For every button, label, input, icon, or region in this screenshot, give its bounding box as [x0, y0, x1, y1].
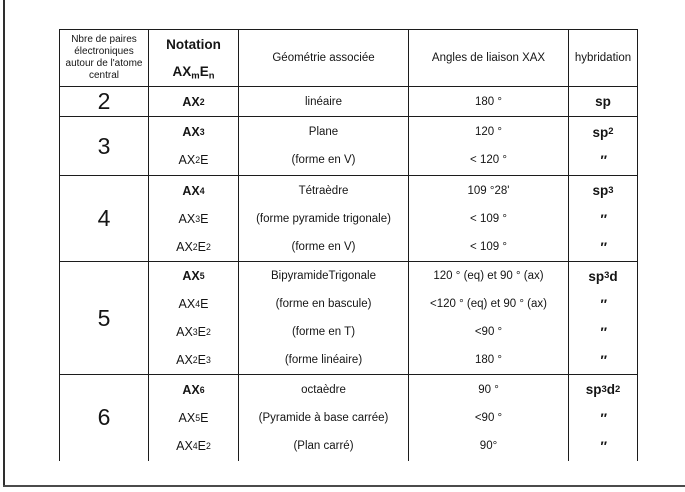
header-geometry — [239, 30, 409, 87]
pairs-count: 2 — [97, 88, 111, 114]
angle-value: 109 °28' — [467, 184, 510, 197]
hybridization-value: ″ — [599, 238, 607, 255]
geometry-value: (Plan carré) — [293, 439, 354, 452]
angles-cell — [409, 176, 569, 262]
notation-value: AX 3 E 2 — [176, 325, 211, 339]
angle-value: 180 ° — [475, 354, 502, 366]
table-group-row — [60, 176, 638, 262]
notation-value: AX 2 E 2 — [176, 239, 211, 254]
angle-value: <90 ° — [474, 411, 503, 424]
hybridization-value: ″ — [599, 324, 607, 340]
pairs-count: 6 — [97, 404, 111, 431]
table-group-row — [60, 375, 638, 461]
hybridization-value: sp 3 d 2 — [585, 382, 621, 398]
vsepr-table — [59, 29, 638, 461]
angles-cell — [409, 262, 569, 375]
notation-value: AX 2 E 3 — [176, 353, 211, 367]
pairs-count-cell — [60, 87, 149, 117]
angle-value: < 120 ° — [470, 154, 507, 166]
notation-value: AX 2 E — [178, 153, 209, 167]
geometry-cell — [239, 87, 409, 117]
table-group-row — [60, 117, 638, 176]
table-header — [60, 30, 638, 87]
angle-value: 120 ° (eq) et 90 ° (ax) — [433, 270, 544, 282]
hybridization-cell — [569, 176, 638, 262]
geometry-cell — [239, 176, 409, 262]
geometry-value: Plane — [308, 126, 339, 138]
notation-value: AX 6 — [182, 382, 205, 397]
geometry-value: (forme en V) — [291, 240, 356, 253]
pairs-count-cell — [60, 176, 149, 262]
geometry-value: (forme linéaire) — [284, 354, 363, 366]
header-pairs-count-label: Nbre de paires électroniques autour de l'atome central — [65, 34, 143, 81]
pairs-count: 3 — [97, 132, 111, 159]
hybridization-value: ″ — [599, 437, 607, 454]
header-notation — [149, 30, 239, 87]
pairs-count-cell — [60, 262, 149, 375]
hybridization-value: ″ — [599, 152, 607, 168]
notation-cell — [149, 117, 239, 176]
hybridization-value: ″ — [599, 352, 607, 368]
pairs-count: 4 — [97, 205, 111, 231]
notation-value: AX 4 E — [178, 297, 209, 311]
hybridization-cell — [569, 375, 638, 461]
notation-cell — [149, 262, 239, 375]
table-group-row — [60, 262, 638, 375]
angle-value: <90 ° — [474, 326, 503, 338]
table-group-row — [60, 87, 638, 117]
angle-value: 180 ° — [475, 95, 502, 108]
hybridization-value: ″ — [599, 296, 607, 312]
hybridization-cell — [569, 262, 638, 375]
header-hybridization — [569, 30, 638, 87]
header-hybridization-label: hybridation — [574, 52, 632, 64]
header-angles-label: Angles de liaison XAX — [431, 52, 546, 64]
geometry-value: BipyramideTrigonale — [270, 270, 377, 282]
notation-cell — [149, 87, 239, 117]
geometry-cell — [239, 262, 409, 375]
table-body — [60, 87, 638, 461]
geometry-value: (forme en bascule) — [275, 298, 372, 310]
notation-value: AX 4 — [182, 183, 205, 198]
geometry-value: (forme en V) — [291, 154, 356, 166]
pairs-count-cell — [60, 375, 149, 461]
notation-value: AX 4 E 2 — [176, 438, 211, 453]
header-angles — [409, 30, 569, 87]
hybridization-value: ″ — [599, 409, 607, 426]
hybridization-value: sp 3 — [592, 183, 614, 198]
notation-value: AX 5 — [182, 269, 205, 283]
notation-value: AX 5 E — [178, 410, 209, 425]
notation-cell — [149, 176, 239, 262]
header-notation-formula: $AX_mE_n$ — [172, 64, 215, 82]
header-row — [60, 30, 638, 87]
header-geometry-label: Géométrie associée — [272, 52, 375, 64]
notation-value: AX 3 E — [178, 211, 209, 226]
pairs-count-cell — [60, 117, 149, 176]
geometry-value: (Pyramide à base carrée) — [258, 411, 389, 424]
geometry-value: Tétraèdre — [298, 184, 349, 197]
angle-value: 90° — [479, 439, 498, 452]
hybridization-value: sp 3 d — [588, 268, 618, 284]
header-notation-label: Notation — [166, 37, 221, 52]
hybridization-value: sp 2 — [592, 124, 614, 140]
geometry-value: (forme pyramide trigonale) — [256, 212, 391, 225]
geometry-value: linéaire — [304, 95, 343, 108]
header-pairs-count — [60, 30, 149, 87]
geometry-cell — [239, 117, 409, 176]
hybridization-value: sp — [595, 94, 611, 109]
notation-cell — [149, 375, 239, 461]
hybridization-cell — [569, 87, 638, 117]
angle-value: <120 ° (eq) et 90 ° (ax) — [430, 298, 547, 310]
angle-value: 90 ° — [478, 383, 499, 396]
page-frame-bottom-border — [3, 485, 685, 487]
angle-value: 120 ° — [475, 126, 502, 138]
geometry-value: octaèdre — [301, 383, 346, 396]
page-frame-left-border — [3, 0, 5, 486]
angles-cell — [409, 375, 569, 461]
pairs-count: 5 — [97, 304, 111, 331]
angles-cell — [409, 117, 569, 176]
hybridization-value: ″ — [599, 210, 607, 227]
hybridization-cell — [569, 117, 638, 176]
angle-value: < 109 ° — [470, 212, 507, 225]
angles-cell — [409, 87, 569, 117]
notation-value: AX 2 — [182, 94, 205, 109]
notation-value: AX 3 — [182, 125, 205, 139]
angle-value: < 109 ° — [470, 240, 507, 253]
geometry-value: (forme en T) — [291, 326, 356, 338]
geometry-cell — [239, 375, 409, 461]
